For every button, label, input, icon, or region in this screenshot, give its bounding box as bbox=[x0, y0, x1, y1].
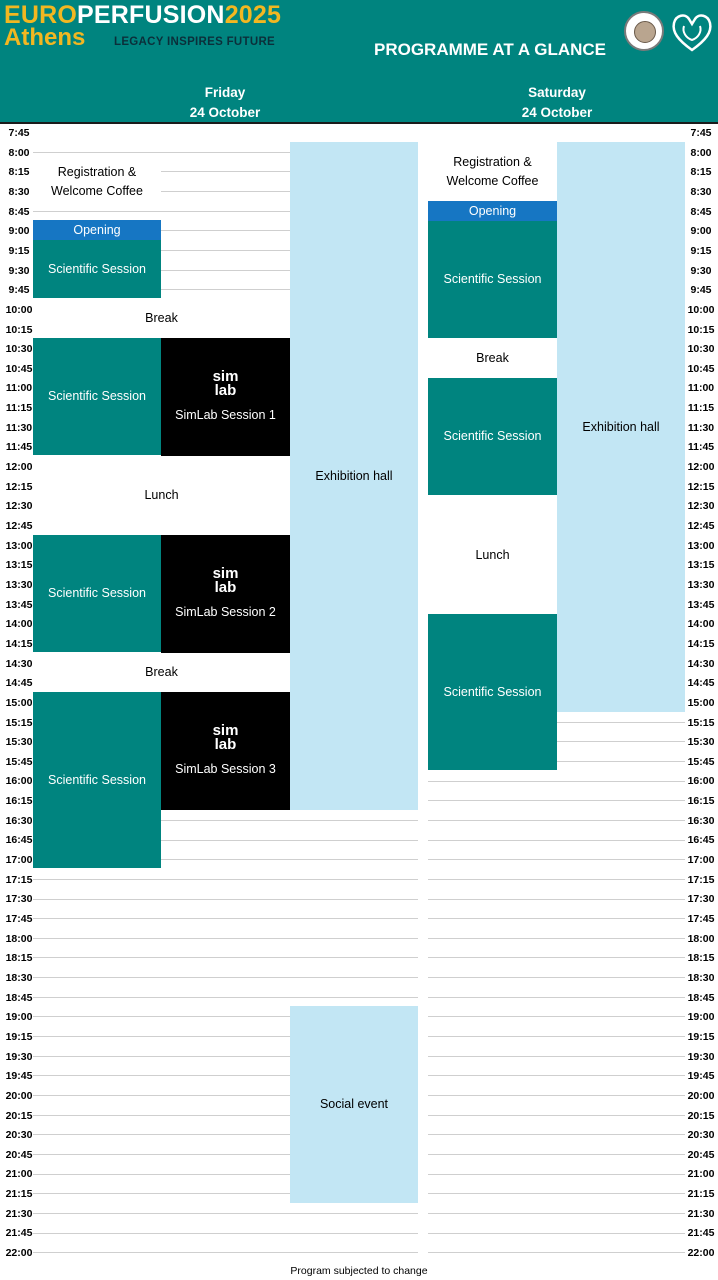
day-header-friday: Friday 24 October bbox=[189, 85, 261, 120]
friday-break-1: Break bbox=[33, 299, 290, 338]
grid-line bbox=[428, 957, 685, 958]
time-label-right: 10:15 bbox=[687, 323, 715, 336]
saturday-scientific-session-1: Scientific Session bbox=[428, 221, 557, 339]
day-header-saturday: Saturday 24 October bbox=[521, 85, 593, 120]
time-label-right: 15:00 bbox=[687, 696, 715, 709]
time-label-right: 7:45 bbox=[690, 127, 712, 139]
time-label-left: 10:45 bbox=[5, 362, 33, 375]
heart-logo-icon bbox=[670, 10, 714, 54]
grid-line bbox=[428, 1193, 685, 1194]
time-label-right: 17:00 bbox=[687, 854, 715, 867]
time-label-right: 9:15 bbox=[690, 244, 712, 257]
friday-scientific-session-3: Scientific Session bbox=[33, 535, 161, 653]
time-label-left: 9:15 bbox=[8, 244, 30, 257]
time-label-right: 16:00 bbox=[687, 775, 715, 788]
footnote: Program subjected to change bbox=[290, 1265, 428, 1277]
grid-line bbox=[428, 1075, 685, 1076]
time-label-right: 19:15 bbox=[687, 1030, 715, 1043]
time-label-left: 12:30 bbox=[5, 500, 33, 513]
time-label-left: 15:45 bbox=[5, 755, 33, 768]
time-label-right: 17:45 bbox=[687, 913, 715, 925]
grid-line bbox=[428, 1154, 685, 1155]
time-label-right: 18:00 bbox=[687, 932, 715, 945]
grid-line bbox=[428, 1213, 685, 1214]
time-label-left: 17:00 bbox=[5, 854, 33, 867]
time-label-left: 20:15 bbox=[5, 1109, 33, 1122]
time-label-right: 12:45 bbox=[687, 520, 715, 532]
time-label-left: 8:00 bbox=[8, 146, 30, 159]
saturday-registration: Registration & Welcome Coffee bbox=[428, 142, 557, 201]
grid-line bbox=[33, 1252, 418, 1253]
time-label-left: 21:30 bbox=[5, 1207, 33, 1220]
time-label-left: 14:00 bbox=[5, 618, 33, 631]
time-label-right: 10:45 bbox=[687, 362, 715, 375]
time-label-left: 8:30 bbox=[8, 185, 30, 198]
time-label-right: 21:15 bbox=[687, 1188, 715, 1201]
grid-line bbox=[428, 938, 685, 939]
time-label-right: 13:15 bbox=[687, 559, 715, 572]
time-label-right: 9:45 bbox=[690, 284, 712, 297]
time-label-right: 16:30 bbox=[687, 814, 715, 827]
time-label-left: 13:15 bbox=[5, 559, 33, 572]
friday-scientific-session-1: Scientific Session bbox=[33, 240, 161, 299]
time-label-left: 19:30 bbox=[5, 1050, 33, 1063]
time-label-right: 12:00 bbox=[687, 461, 715, 474]
saturday-scientific-session-3: Scientific Session bbox=[428, 614, 557, 771]
friday-opening: Opening bbox=[33, 220, 161, 240]
grid-line bbox=[428, 977, 685, 978]
friday-scientific-session-4: Scientific Session bbox=[33, 692, 161, 869]
time-label-left: 16:15 bbox=[5, 795, 33, 808]
time-label-left: 20:45 bbox=[5, 1148, 33, 1161]
time-label-left: 12:00 bbox=[5, 461, 33, 474]
time-label-left: 16:30 bbox=[5, 814, 33, 827]
grid-line bbox=[33, 1213, 418, 1214]
grid-line bbox=[33, 918, 418, 919]
friday-simlab-session-3: sim lab SimLab Session 3 bbox=[161, 692, 290, 810]
time-label-left: 12:15 bbox=[5, 480, 33, 493]
saturday-lunch: Lunch bbox=[428, 496, 557, 614]
time-label-left: 9:45 bbox=[8, 284, 30, 297]
time-label-left: 18:15 bbox=[5, 952, 33, 965]
time-label-right: 8:15 bbox=[690, 166, 712, 179]
grid-line bbox=[428, 879, 685, 880]
time-label-left: 11:30 bbox=[5, 421, 33, 434]
time-label-right: 11:15 bbox=[687, 402, 715, 415]
time-label-left: 21:00 bbox=[5, 1168, 33, 1181]
event-city: Athens bbox=[4, 24, 86, 51]
time-label-right: 14:15 bbox=[687, 637, 715, 650]
grid-line bbox=[428, 840, 685, 841]
time-label-right: 15:45 bbox=[687, 755, 715, 768]
time-label-left: 20:30 bbox=[5, 1129, 33, 1142]
simlab-logo-icon: sim lab bbox=[212, 564, 239, 596]
grid-line bbox=[33, 977, 418, 978]
time-label-left: 21:45 bbox=[5, 1227, 33, 1240]
grid-line bbox=[33, 899, 418, 900]
time-label-right: 22:00 bbox=[687, 1247, 715, 1260]
time-label-right: 12:30 bbox=[687, 500, 715, 513]
time-label-left: 13:45 bbox=[5, 598, 33, 611]
time-label-left: 19:45 bbox=[5, 1070, 33, 1083]
time-label-left: 18:30 bbox=[5, 971, 33, 984]
time-label-left: 7:45 bbox=[8, 127, 30, 139]
friday-lunch: Lunch bbox=[33, 456, 290, 535]
grid-line bbox=[428, 1115, 685, 1116]
simlab-logo-icon: sim lab bbox=[212, 721, 239, 753]
grid-line bbox=[428, 918, 685, 919]
time-label-right: 13:45 bbox=[687, 598, 715, 611]
time-label-left: 10:15 bbox=[5, 323, 33, 336]
time-label-right: 18:15 bbox=[687, 952, 715, 965]
friday-exhibition-hall: Exhibition hall bbox=[290, 142, 418, 810]
friday-simlab-session-1: sim lab SimLab Session 1 bbox=[161, 338, 290, 456]
grid-line bbox=[33, 957, 418, 958]
time-label-right: 8:45 bbox=[690, 205, 712, 218]
time-label-left: 19:00 bbox=[5, 1011, 33, 1024]
time-label-left: 11:00 bbox=[5, 382, 33, 395]
time-label-left: 8:45 bbox=[8, 205, 30, 218]
time-label-left: 21:15 bbox=[5, 1188, 33, 1201]
time-label-left: 8:15 bbox=[8, 166, 30, 179]
time-label-left: 14:30 bbox=[5, 657, 33, 670]
saturday-break: Break bbox=[428, 339, 557, 378]
time-label-left: 16:00 bbox=[5, 775, 33, 788]
time-label-right: 18:30 bbox=[687, 971, 715, 984]
time-label-right: 20:30 bbox=[687, 1129, 715, 1142]
time-label-right: 8:30 bbox=[690, 185, 712, 198]
time-label-left: 19:15 bbox=[5, 1030, 33, 1043]
time-label-left: 14:45 bbox=[5, 677, 33, 690]
time-label-right: 20:00 bbox=[687, 1089, 715, 1102]
time-label-left: 11:45 bbox=[5, 441, 33, 454]
time-label-right: 10:30 bbox=[687, 343, 715, 356]
grid-line bbox=[428, 781, 685, 782]
time-label-left: 13:30 bbox=[5, 578, 33, 591]
time-label-right: 18:45 bbox=[687, 991, 715, 1004]
time-label-right: 14:30 bbox=[687, 657, 715, 670]
time-label-right: 14:00 bbox=[687, 618, 715, 631]
page-title: PROGRAMME AT A GLANCE bbox=[373, 40, 606, 59]
grid-line bbox=[33, 1233, 418, 1234]
time-label-right: 20:15 bbox=[687, 1109, 715, 1122]
time-label-left: 20:00 bbox=[5, 1089, 33, 1102]
time-label-left: 22:00 bbox=[5, 1247, 33, 1260]
saturday-opening: Opening bbox=[428, 201, 557, 221]
grid-line bbox=[428, 1174, 685, 1175]
time-label-left: 14:15 bbox=[5, 637, 33, 650]
friday-simlab-session-2: sim lab SimLab Session 2 bbox=[161, 535, 290, 653]
saturday-exhibition-hall: Exhibition hall bbox=[557, 142, 685, 712]
time-label-left: 15:00 bbox=[5, 696, 33, 709]
grid-line bbox=[428, 1233, 685, 1234]
grid-line bbox=[428, 800, 685, 801]
time-label-left: 17:15 bbox=[5, 873, 33, 886]
time-label-left: 9:30 bbox=[8, 264, 30, 277]
time-label-right: 20:45 bbox=[687, 1148, 715, 1161]
time-label-right: 21:00 bbox=[687, 1168, 715, 1181]
time-label-right: 13:00 bbox=[687, 539, 715, 552]
time-label-right: 11:45 bbox=[687, 441, 715, 454]
time-label-right: 15:15 bbox=[687, 716, 715, 729]
time-label-left: 15:30 bbox=[5, 736, 33, 749]
grid-line bbox=[33, 938, 418, 939]
grid-line bbox=[428, 1252, 685, 1253]
time-label-left: 13:00 bbox=[5, 539, 33, 552]
header-divider bbox=[0, 122, 718, 124]
friday-social-event: Social event bbox=[290, 1006, 418, 1203]
time-label-right: 9:30 bbox=[690, 264, 712, 277]
grid-line bbox=[428, 1134, 685, 1135]
time-label-right: 19:00 bbox=[687, 1011, 715, 1024]
time-label-left: 12:45 bbox=[5, 520, 33, 532]
simlab-logo-icon: sim lab bbox=[212, 367, 239, 399]
time-label-right: 8:00 bbox=[690, 146, 712, 159]
time-label-right: 16:45 bbox=[687, 834, 715, 847]
time-label-right: 17:15 bbox=[687, 873, 715, 886]
grid-line bbox=[428, 1056, 685, 1057]
time-label-right: 17:30 bbox=[687, 893, 715, 906]
time-label-left: 15:15 bbox=[5, 716, 33, 729]
time-label-right: 11:00 bbox=[687, 382, 715, 395]
header-banner bbox=[0, 0, 718, 124]
event-logo: EUROPERFUSION2025 bbox=[4, 1, 282, 29]
time-label-right: 16:15 bbox=[687, 795, 715, 808]
grid-line bbox=[428, 997, 685, 998]
time-label-left: 10:30 bbox=[5, 343, 33, 356]
grid-line bbox=[428, 1036, 685, 1037]
time-label-right: 12:15 bbox=[687, 480, 715, 493]
time-label-right: 21:30 bbox=[687, 1207, 715, 1220]
grid-line bbox=[428, 1095, 685, 1096]
grid-line bbox=[33, 879, 418, 880]
time-label-right: 13:30 bbox=[687, 578, 715, 591]
time-label-left: 17:30 bbox=[5, 893, 33, 906]
grid-line bbox=[428, 1016, 685, 1017]
friday-registration: Registration & Welcome Coffee bbox=[33, 162, 161, 201]
friday-scientific-session-2: Scientific Session bbox=[33, 338, 161, 456]
society-seal-icon bbox=[624, 11, 664, 51]
event-tagline: LEGACY INSPIRES FUTURE bbox=[114, 36, 276, 48]
grid-line bbox=[428, 859, 685, 860]
time-label-right: 9:00 bbox=[690, 225, 712, 238]
grid-line bbox=[428, 820, 685, 821]
time-label-right: 21:45 bbox=[687, 1227, 715, 1240]
saturday-scientific-session-2: Scientific Session bbox=[428, 378, 557, 496]
time-label-left: 11:15 bbox=[5, 402, 33, 415]
time-label-left: 18:00 bbox=[5, 932, 33, 945]
time-label-right: 11:30 bbox=[687, 421, 715, 434]
time-label-left: 18:45 bbox=[5, 991, 33, 1004]
time-label-left: 16:45 bbox=[5, 834, 33, 847]
time-label-right: 10:00 bbox=[687, 303, 715, 316]
time-label-right: 14:45 bbox=[687, 677, 715, 690]
time-label-right: 15:30 bbox=[687, 736, 715, 749]
time-label-left: 17:45 bbox=[5, 913, 33, 925]
time-label-left: 9:00 bbox=[8, 225, 30, 238]
time-label-right: 19:30 bbox=[687, 1050, 715, 1063]
grid-line bbox=[33, 997, 418, 998]
friday-break-2: Break bbox=[33, 653, 290, 692]
time-label-left: 10:00 bbox=[5, 303, 33, 316]
time-label-right: 19:45 bbox=[687, 1070, 715, 1083]
grid-line bbox=[428, 899, 685, 900]
